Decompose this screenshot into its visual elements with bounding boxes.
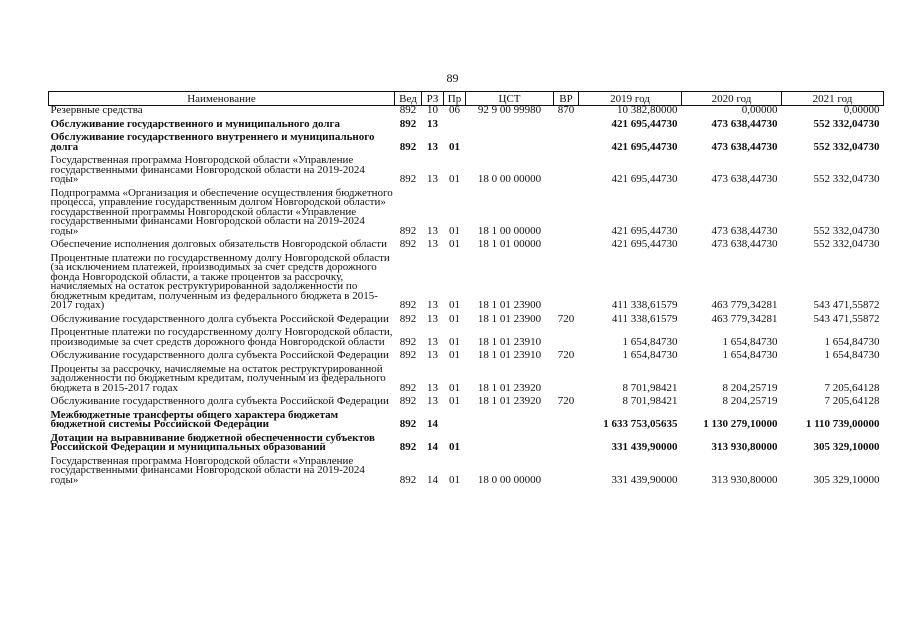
cell-name: Межбюджетные трансферты общего характера бюджетам бюджетной системы Российской Федерации: [50, 408, 339, 430]
cell-cst: 18 0 00 00000: [477, 173, 542, 185]
cell-vr: 720: [557, 349, 575, 361]
cell-cst: [466, 407, 554, 430]
header-2019: 2019 год: [579, 92, 682, 106]
cell-y2021: 552 332,04730: [813, 173, 880, 185]
cell-rz: 13: [427, 349, 438, 361]
cell-y2020: 313 930,80000: [711, 441, 778, 453]
header-pr: Пр: [444, 92, 466, 106]
table-row: [49, 236, 884, 250]
cell-vr: [554, 152, 579, 185]
cell-y2021: 305 329,10000: [813, 473, 880, 485]
cell-rz: 13: [427, 312, 438, 324]
cell-y2019: 411 338,61579: [611, 312, 678, 324]
cell-y2021: 552 332,04730: [813, 140, 880, 152]
cell-pr: 01: [449, 312, 460, 324]
cell-cst: 18 1 01 23920: [477, 381, 542, 393]
cell-vr: [554, 430, 579, 453]
cell-rz: 13: [427, 140, 438, 152]
table-row: [49, 324, 884, 347]
cell-rz: 10: [427, 105, 438, 116]
cell-name: Обслуживание государственного долга субъекта Российской Федерации: [50, 312, 389, 324]
cell-ved: 892: [399, 418, 417, 430]
cell-cst: 18 1 01 23900: [477, 312, 542, 324]
cell-y2019: 331 439,90000: [611, 473, 678, 485]
cell-ved: 892: [399, 299, 417, 311]
header-cst: ЦСТ: [466, 92, 554, 106]
cell-y2020: 8 204,25719: [722, 395, 778, 407]
cell-pr: 01: [449, 140, 460, 152]
cell-vr: [554, 250, 579, 311]
page-number: 89: [446, 71, 459, 85]
cell-y2021: 552 332,04730: [813, 117, 880, 129]
cell-y2019: 10 382,80000: [617, 105, 678, 116]
table-row: [49, 361, 884, 394]
cell-y2020: 473 638,44730: [711, 238, 778, 250]
cell-y2019: 421 695,44730: [611, 140, 678, 152]
cell-vr: 870: [557, 105, 575, 116]
cell-vr: 720: [557, 312, 575, 324]
cell-name: Процентные платежи по государственному долгу Новгородской области (за исключением платежей, производимых за счет средств дорожного фонда Новгородской области, а также процентов за рассрочку, начисляемых на остаток реструктурированной задолженности по бюджетным кредитам, полученным из федерального бюджета в 2015-2017 годах): [50, 251, 390, 311]
cell-rz: 13: [427, 238, 438, 250]
cell-vr: [554, 185, 579, 237]
cell-pr: 01: [449, 238, 460, 250]
cell-pr: 01: [449, 381, 460, 393]
cell-name: Дотации на выравнивание бюджетной обеспеченности субъектов Российской Федерации и муниципальных образований: [50, 431, 375, 453]
table-row: [49, 311, 884, 325]
cell-pr: [444, 116, 466, 130]
cell-ved: 892: [399, 173, 417, 185]
cell-y2020: 463 779,34281: [711, 299, 778, 311]
table-row: [49, 116, 884, 130]
cell-pr: 01: [449, 299, 460, 311]
cell-vr: [554, 407, 579, 430]
cell-y2019: 8 701,98421: [622, 381, 678, 393]
cell-name: Обеспечение исполнения долговых обязательств Новгородской области: [50, 238, 387, 250]
cell-ved: 892: [399, 140, 417, 152]
cell-y2020: 473 638,44730: [711, 117, 778, 129]
cell-name: Государственная программа Новгородской области «Управление государственными финансами Новгородской области на 2019-2024 годы»: [50, 454, 365, 485]
cell-y2019: 331 439,90000: [611, 441, 678, 453]
cell-cst: 18 1 01 23900: [477, 299, 542, 311]
cell-name: Подпрограмма «Организация и обеспечение осуществления бюджетного процесса, управление государственным долгом Новгородской области» государственной программы Новгородской области «Управление государственными финансами Новгородской области на 2019-2024 годы»: [50, 186, 393, 236]
header-name: Наименование: [49, 92, 395, 106]
table-body: [49, 106, 884, 486]
cell-pr: 01: [449, 395, 460, 407]
cell-ved: 892: [399, 441, 417, 453]
cell-y2021: 552 332,04730: [813, 224, 880, 236]
cell-rz: 13: [427, 381, 438, 393]
cell-cst: [466, 430, 554, 453]
cell-y2020: 1 654,84730: [722, 335, 778, 347]
cell-ved: 892: [399, 117, 417, 129]
cell-y2019: 421 695,44730: [611, 173, 678, 185]
table-row: [49, 347, 884, 361]
cell-vr: [554, 324, 579, 347]
cell-cst: 18 0 00 00000: [477, 473, 542, 485]
cell-pr: 01: [449, 224, 460, 236]
cell-ved: 892: [399, 395, 417, 407]
cell-y2019: 8 701,98421: [622, 395, 678, 407]
cell-rz: 14: [427, 441, 438, 453]
cell-y2021: 7 205,64128: [824, 381, 880, 393]
cell-cst: 18 1 01 00000: [477, 238, 542, 250]
cell-y2020: 1 130 279,10000: [703, 418, 778, 430]
cell-name: Резервные средства: [50, 105, 143, 116]
cell-ved: 892: [399, 335, 417, 347]
cell-pr: [444, 407, 466, 430]
cell-vr: [554, 361, 579, 394]
cell-y2020: 473 638,44730: [711, 140, 778, 152]
cell-y2019: 1 633 753,05635: [603, 418, 678, 430]
cell-cst: 18 1 01 23910: [477, 335, 542, 347]
cell-y2020: 473 638,44730: [711, 224, 778, 236]
table-row: [49, 393, 884, 407]
cell-y2020: 463 779,34281: [711, 312, 778, 324]
table-row: [49, 106, 884, 116]
cell-cst: 92 9 00 99980: [477, 105, 542, 116]
cell-name: Государственная программа Новгородской области «Управление государственными финансами Новгородской области на 2019-2024 годы»: [50, 154, 365, 185]
cell-rz: 14: [427, 473, 438, 485]
cell-y2021: 1 654,84730: [824, 349, 880, 361]
cell-y2021: 7 205,64128: [824, 395, 880, 407]
cell-cst: [466, 116, 554, 130]
cell-y2020: 1 654,84730: [722, 349, 778, 361]
cell-y2021: 543 471,55872: [813, 312, 880, 324]
cell-name: Проценты за рассрочку, начисляемые на остаток реструктурированной задолженности по бюджетным кредитам, полученным из федерального бюджета в 2015-2017 годах: [50, 362, 386, 393]
cell-rz: 13: [427, 299, 438, 311]
cell-pr: 01: [449, 441, 460, 453]
cell-rz: 13: [427, 173, 438, 185]
cell-y2021: 543 471,55872: [813, 299, 880, 311]
cell-pr: 01: [449, 335, 460, 347]
cell-y2021: 1 110 739,00000: [805, 418, 880, 430]
cell-cst: 18 1 01 23910: [477, 349, 542, 361]
cell-pr: 01: [449, 173, 460, 185]
cell-pr: 01: [449, 349, 460, 361]
cell-name: Процентные платежи по государственному долгу Новгородской области, производимые за счет средств дорожного фонда Новгородской области: [50, 326, 393, 347]
cell-cst: [466, 129, 554, 152]
cell-vr: 720: [557, 395, 575, 407]
cell-y2019: 421 695,44730: [611, 224, 678, 236]
table-row: [49, 152, 884, 185]
cell-rz: 13: [427, 224, 438, 236]
cell-pr: 06: [449, 105, 460, 116]
cell-y2020: 8 204,25719: [722, 381, 778, 393]
cell-name: Обслуживание государственного долга субъекта Российской Федерации: [50, 395, 389, 407]
cell-rz: 13: [427, 395, 438, 407]
cell-y2020: 313 930,80000: [711, 473, 778, 485]
cell-vr: [554, 453, 579, 486]
cell-ved: 892: [399, 312, 417, 324]
table-row: [49, 453, 884, 486]
cell-pr: 01: [449, 473, 460, 485]
cell-name: Обслуживание государственного внутреннего и муниципального долга: [50, 131, 375, 152]
cell-ved: 892: [399, 381, 417, 393]
cell-ved: 892: [399, 349, 417, 361]
cell-y2019: 1 654,84730: [622, 335, 678, 347]
header-2020: 2020 год: [682, 92, 782, 106]
cell-y2021: 305 329,10000: [813, 441, 880, 453]
cell-cst: 18 1 00 00000: [477, 224, 542, 236]
table-row: [49, 407, 884, 430]
cell-ved: 892: [399, 224, 417, 236]
cell-rz: 13: [427, 117, 438, 129]
header-vr: ВР: [554, 92, 579, 106]
header-rz: РЗ: [422, 92, 444, 106]
table-row: [49, 185, 884, 237]
cell-cst: 18 1 01 23920: [477, 395, 542, 407]
cell-y2021: 0,00000: [843, 105, 880, 116]
cell-vr: [554, 129, 579, 152]
cell-ved: 892: [399, 473, 417, 485]
cell-y2021: 552 332,04730: [813, 238, 880, 250]
cell-rz: 14: [427, 418, 438, 430]
cell-y2019: 411 338,61579: [611, 299, 678, 311]
table-header-row: [49, 92, 884, 106]
cell-ved: 892: [399, 238, 417, 250]
cell-vr: [554, 116, 579, 130]
table-row: [49, 430, 884, 453]
budget-table: [48, 91, 884, 485]
cell-vr: [554, 236, 579, 250]
table-row: [49, 250, 884, 311]
table-row: [49, 129, 884, 152]
cell-y2019: 421 695,44730: [611, 117, 678, 129]
cell-y2020: 473 638,44730: [711, 173, 778, 185]
cell-rz: 13: [427, 335, 438, 347]
cell-y2019: 421 695,44730: [611, 238, 678, 250]
cell-y2021: 1 654,84730: [824, 335, 880, 347]
cell-name: Обслуживание государственного и муниципального долга: [50, 117, 340, 129]
cell-y2020: 0,00000: [741, 105, 778, 116]
cell-y2019: 1 654,84730: [622, 349, 678, 361]
header-ved: Вед: [395, 92, 422, 106]
cell-name: Обслуживание государственного долга субъекта Российской Федерации: [50, 349, 389, 361]
cell-ved: 892: [399, 105, 417, 116]
header-2021: 2021 год: [782, 92, 884, 106]
